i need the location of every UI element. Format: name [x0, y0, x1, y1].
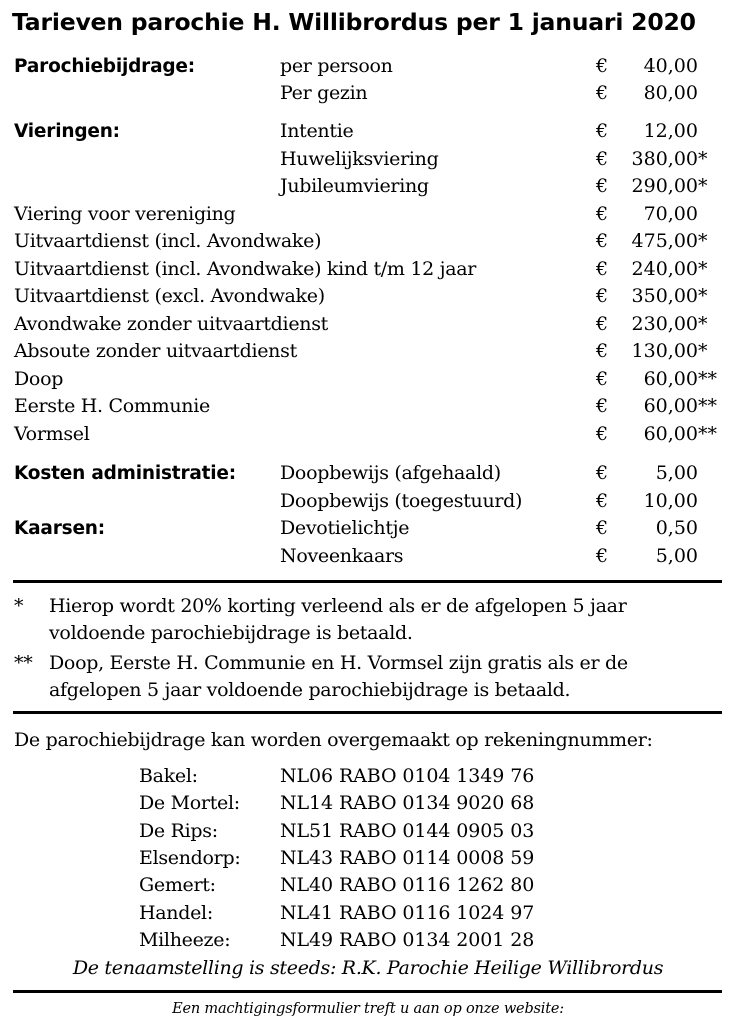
currency-symbol: € — [596, 517, 609, 539]
rate-item: Intentie — [280, 120, 354, 142]
footnote-mark: ** — [14, 652, 33, 674]
footer-note: Een machtigingsformulier treft u aan op onze website: — [172, 1001, 564, 1017]
divider — [13, 990, 722, 993]
rate-item: Doopbewijs (toegestuurd) — [280, 490, 523, 512]
rate-item: Per gezin — [280, 82, 368, 104]
rate-row — [0, 173, 736, 200]
account-place: De Mortel: — [139, 792, 240, 815]
currency-symbol: € — [596, 230, 609, 252]
page-title: Tarieven parochie H. Willibrordus per 1 januari 2020 — [12, 8, 696, 36]
accounts-intro: De parochiebijdrage kan worden overgemaakt op rekeningnummer: — [14, 729, 653, 751]
currency-symbol: € — [596, 258, 609, 280]
footnote-text: Doop, Eerste H. Communie en H. Vormsel zijn gratis als er de — [49, 652, 628, 674]
rate-amount: 130,00 — [631, 340, 698, 362]
currency-symbol: € — [596, 203, 609, 225]
rate-amount: 5,00 — [655, 545, 698, 567]
currency-symbol: € — [596, 545, 609, 567]
footnote-marker: ** — [698, 423, 717, 445]
currency-symbol: € — [596, 368, 609, 390]
rate-row — [0, 53, 736, 80]
rate-row — [0, 460, 736, 487]
rate-row — [0, 311, 736, 338]
footnote-marker: * — [698, 148, 708, 170]
rate-row — [0, 80, 736, 107]
footnote-marker: ** — [698, 368, 717, 390]
rate-row — [0, 146, 736, 173]
account-place: Elsendorp: — [139, 846, 241, 869]
rate-label: Uitvaartdienst (incl. Avondwake) — [14, 230, 322, 252]
footnote-marker: * — [698, 340, 708, 362]
rate-label: Uitvaartdienst (excl. Avondwake) — [14, 285, 325, 307]
currency-symbol: € — [596, 395, 609, 417]
rate-category: Kosten administratie: — [14, 463, 236, 484]
rate-row — [0, 421, 736, 448]
rate-category: Kaarsen: — [14, 518, 105, 539]
currency-symbol: € — [596, 490, 609, 512]
currency-symbol: € — [596, 462, 609, 484]
rate-category: Parochiebijdrage: — [14, 56, 195, 77]
rate-label: Vormsel — [14, 423, 90, 445]
account-row — [0, 927, 736, 954]
rate-amount: 230,00 — [631, 313, 698, 335]
rate-amount: 40,00 — [643, 55, 698, 77]
rate-amount: 5,00 — [655, 462, 698, 484]
divider — [13, 580, 722, 583]
account-number: NL40 RABO 0116 1262 80 — [280, 874, 535, 897]
rate-row — [0, 118, 736, 145]
rate-row — [0, 543, 736, 570]
rate-label: Avondwake zonder uitvaartdienst — [14, 313, 328, 335]
rate-row — [0, 338, 736, 365]
footnote-marker: ** — [698, 395, 717, 417]
rate-row — [0, 515, 736, 542]
rate-amount: 290,00 — [631, 175, 698, 197]
rate-label: Absoute zonder uitvaartdienst — [14, 340, 297, 362]
rate-amount: 10,00 — [643, 490, 698, 512]
rate-amount: 60,00 — [643, 395, 698, 417]
footnote-marker: * — [698, 285, 708, 307]
currency-symbol: € — [596, 175, 609, 197]
account-row — [0, 872, 736, 899]
account-number: NL41 RABO 0116 1024 97 — [280, 901, 535, 924]
account-number: NL49 RABO 0134 2001 28 — [280, 928, 535, 951]
footnote-marker: * — [698, 313, 708, 335]
rate-amount: 350,00 — [631, 285, 698, 307]
account-row — [0, 818, 736, 845]
currency-symbol: € — [596, 423, 609, 445]
rate-label: Viering voor vereniging — [14, 203, 236, 225]
rate-row — [0, 228, 736, 255]
footnote-text: voldoende parochiebijdrage is betaald. — [49, 622, 413, 644]
rate-item: Huwelijksviering — [280, 148, 439, 170]
account-place: Gemert: — [139, 874, 216, 897]
currency-symbol: € — [596, 313, 609, 335]
rate-amount: 12,00 — [643, 120, 698, 142]
rate-category: Vieringen: — [14, 121, 120, 142]
rate-item: per persoon — [280, 55, 393, 77]
rate-row — [0, 366, 736, 393]
footnote-marker: * — [698, 230, 708, 252]
footnote-text: afgelopen 5 jaar voldoende parochiebijdrage is betaald. — [49, 679, 571, 701]
currency-symbol: € — [596, 82, 609, 104]
account-row — [0, 763, 736, 790]
rate-row — [0, 283, 736, 310]
currency-symbol: € — [596, 120, 609, 142]
account-row — [0, 790, 736, 817]
currency-symbol: € — [596, 148, 609, 170]
currency-symbol: € — [596, 55, 609, 77]
account-number: NL14 RABO 0134 9020 68 — [280, 792, 535, 815]
account-holder: De tenaamstelling is steeds: R.K. Parochie Heilige Willibrordus — [72, 957, 664, 979]
rate-item: Jubileumviering — [280, 175, 429, 197]
footnote-mark: * — [14, 595, 24, 617]
account-place: Milheeze: — [139, 928, 231, 951]
rate-amount: 475,00 — [631, 230, 698, 252]
rate-amount: 80,00 — [643, 82, 698, 104]
account-place: Bakel: — [139, 765, 198, 787]
account-place: De Rips: — [139, 819, 218, 842]
rate-row — [0, 393, 736, 420]
footnote-marker: * — [698, 258, 708, 280]
divider — [13, 711, 722, 714]
account-row — [0, 900, 736, 927]
footnote-marker: * — [698, 175, 708, 197]
account-number: NL43 RABO 0114 0008 59 — [280, 846, 535, 869]
rate-amount: 60,00 — [643, 423, 698, 445]
rate-amount: 380,00 — [631, 148, 698, 170]
account-row — [0, 845, 736, 872]
rate-item: Noveenkaars — [280, 545, 404, 567]
rate-label: Doop — [14, 368, 64, 390]
rate-item: Devotielichtje — [280, 517, 410, 539]
rate-amount: 70,00 — [643, 203, 698, 225]
currency-symbol: € — [596, 285, 609, 307]
rate-row — [0, 201, 736, 228]
rate-amount: 240,00 — [631, 258, 698, 280]
account-place: Handel: — [139, 901, 213, 924]
account-number: NL06 RABO 0104 1349 76 — [280, 765, 535, 787]
rate-label: Eerste H. Communie — [14, 395, 210, 417]
rate-amount: 60,00 — [643, 368, 698, 390]
rate-row — [0, 256, 736, 283]
account-number: NL51 RABO 0144 0905 03 — [280, 819, 535, 842]
rate-item: Doopbewijs (afgehaald) — [280, 462, 501, 484]
rate-row — [0, 488, 736, 515]
currency-symbol: € — [596, 340, 609, 362]
footnote-text: Hierop wordt 20% korting verleend als er de afgelopen 5 jaar — [49, 595, 627, 617]
rate-label: Uitvaartdienst (incl. Avondwake) kind t/m 12 jaar — [14, 258, 477, 280]
rate-amount: 0,50 — [655, 517, 698, 539]
